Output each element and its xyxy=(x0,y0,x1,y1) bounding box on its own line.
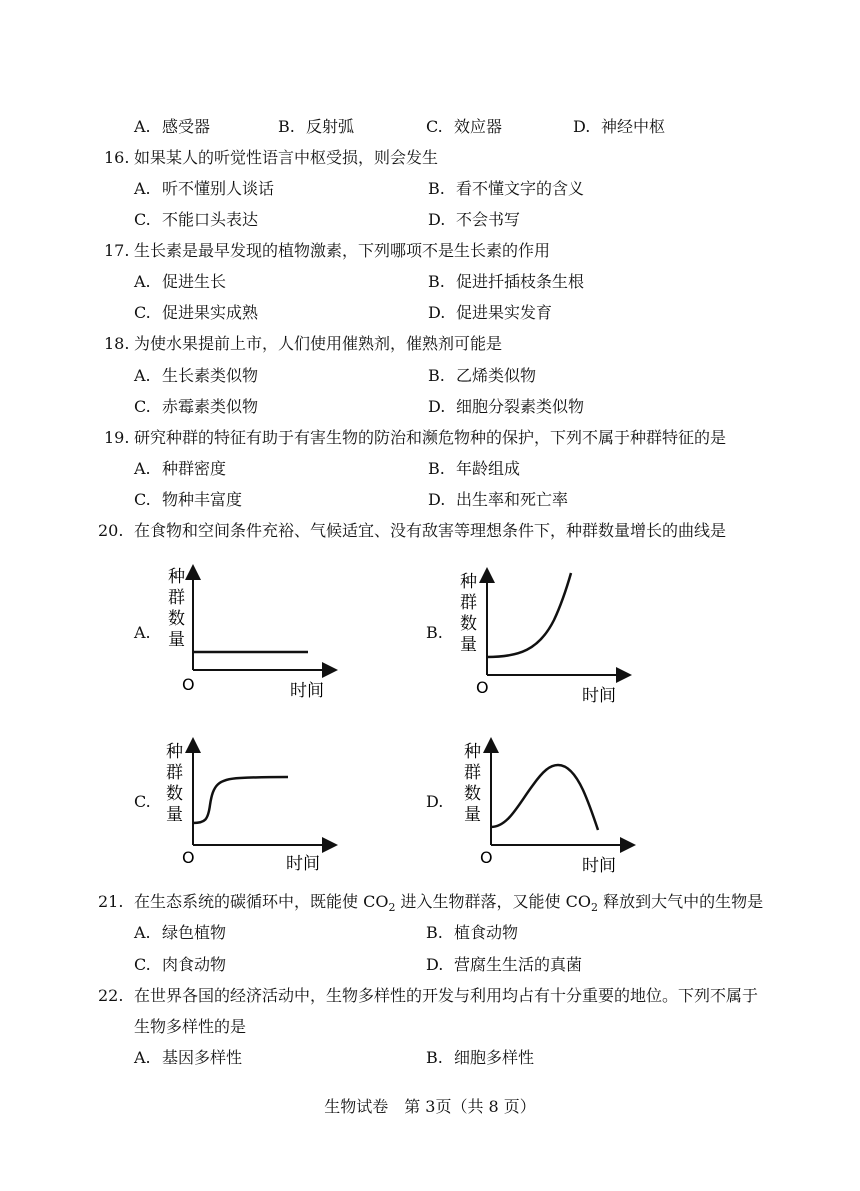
page-footer: 生物试卷 第 3页（共 8 页） xyxy=(324,1097,536,1116)
question-number: 18. xyxy=(104,334,130,353)
origin-label: O xyxy=(480,848,493,867)
question-number: 22. xyxy=(98,986,124,1005)
option-a: A. 绿色植物 xyxy=(134,923,227,942)
question-stem: 在食物和空间条件充裕、气候适宜、没有敌害等理想条件下，种群数量增长的曲线是 xyxy=(134,521,727,540)
x-label: 时间 xyxy=(286,854,320,874)
y-label-char: 量 xyxy=(168,630,185,650)
y-label-char: 数 xyxy=(460,614,477,634)
q15-option-c: C. 效应器 xyxy=(426,117,503,136)
y-label-char: 种 xyxy=(166,742,183,762)
question-number: 19. xyxy=(104,428,130,447)
option-d: D. 细胞分裂素类似物 xyxy=(428,397,585,416)
option-a: A. 听不懂别人谈话 xyxy=(134,179,275,198)
y-label-char: 群 xyxy=(460,593,477,613)
option-c: C. 肉食动物 xyxy=(134,955,227,974)
option-b: B. 年龄组成 xyxy=(428,459,521,478)
curve-s xyxy=(193,777,288,823)
x-label: 时间 xyxy=(582,856,616,876)
option-c: C. 不能口头表达 xyxy=(134,210,259,229)
option-d: D. 不会书写 xyxy=(428,210,521,229)
y-label-char: 种 xyxy=(460,572,477,592)
y-label-char: 数 xyxy=(168,609,185,629)
question-stem: 生长素是最早发现的植物激素，下列哪项不是生长素的作用 xyxy=(134,241,551,260)
question-stem: 为使水果提前上市，人们使用催熟剂，催熟剂可能是 xyxy=(134,334,503,353)
option-b: B. 细胞多样性 xyxy=(426,1048,535,1067)
curve-j xyxy=(487,573,571,657)
option-b: B. 促进扦插枝条生根 xyxy=(428,272,585,291)
option-d: D. 出生率和死亡率 xyxy=(428,490,569,509)
option-d: D. 促进果实发育 xyxy=(428,303,553,322)
graph-option-d-label: D. xyxy=(426,792,444,811)
option-c: C. 赤霉素类似物 xyxy=(134,397,259,416)
option-b: B. 乙烯类似物 xyxy=(428,366,537,385)
y-label-char: 群 xyxy=(464,763,481,783)
x-label: 时间 xyxy=(290,681,324,701)
question-stem: 在生态系统的碳循环中，既能使 $CO_2$ 进入生物群落，又能使 $CO_2$ 释放到大气中的生物是 xyxy=(134,892,764,915)
question-stem: 研究种群的特征有助于有害生物的防治和濒危物种的保护，下列不属于种群特征的是 xyxy=(134,428,727,447)
question-stem-line1: 在世界各国的经济活动中，生物多样性的开发与利用均占有十分重要的地位。下列不属于 xyxy=(134,986,759,1005)
x-label: 时间 xyxy=(582,686,616,706)
curve-rise-fall xyxy=(491,765,598,830)
graph-a-flat xyxy=(160,560,340,705)
origin-label: O xyxy=(476,678,489,697)
q15-option-d: D. 神经中枢 xyxy=(573,117,666,136)
graph-b-j-curve xyxy=(454,565,634,710)
origin-label: O xyxy=(182,675,195,694)
y-label-char: 数 xyxy=(464,784,481,804)
graph-option-c-label: C. xyxy=(134,792,151,811)
origin-label: O xyxy=(182,848,195,867)
graph-option-b-label: B. xyxy=(426,623,443,642)
question-number: 17. xyxy=(104,241,130,260)
question-stem-line2: 生物多样性的是 xyxy=(134,1017,247,1036)
option-b: B. 植食动物 xyxy=(426,923,519,942)
option-c: C. 促进果实成熟 xyxy=(134,303,259,322)
option-d: D. 营腐生生活的真菌 xyxy=(426,955,583,974)
y-label-char: 群 xyxy=(168,588,185,608)
y-label-char: 量 xyxy=(460,635,477,655)
option-c: C. 物种丰富度 xyxy=(134,490,243,509)
y-label-char: 群 xyxy=(166,763,183,783)
y-label-char: 量 xyxy=(166,805,183,825)
q15-option-a: A. 感受器 xyxy=(134,117,211,136)
y-label-char: 种 xyxy=(168,567,185,587)
graph-c-s-curve xyxy=(160,735,340,880)
y-label-char: 数 xyxy=(166,784,183,804)
question-number: 16. xyxy=(104,148,130,167)
q15-option-b: B. 反射弧 xyxy=(278,117,355,136)
question-number: 20. xyxy=(98,521,124,540)
option-a: A. 促进生长 xyxy=(134,272,227,291)
y-label-char: 种 xyxy=(464,742,481,762)
question-number: 21. xyxy=(98,892,124,911)
question-stem: 如果某人的听觉性语言中枢受损，则会发生 xyxy=(134,148,439,167)
option-a: A. 生长素类似物 xyxy=(134,366,259,385)
graph-option-a-label: A. xyxy=(134,623,151,642)
graph-d-rise-fall xyxy=(458,735,638,880)
option-b: B. 看不懂文字的含义 xyxy=(428,179,585,198)
option-a: A. 基因多样性 xyxy=(134,1048,243,1067)
option-a: A. 种群密度 xyxy=(134,459,227,478)
y-label-char: 量 xyxy=(464,805,481,825)
